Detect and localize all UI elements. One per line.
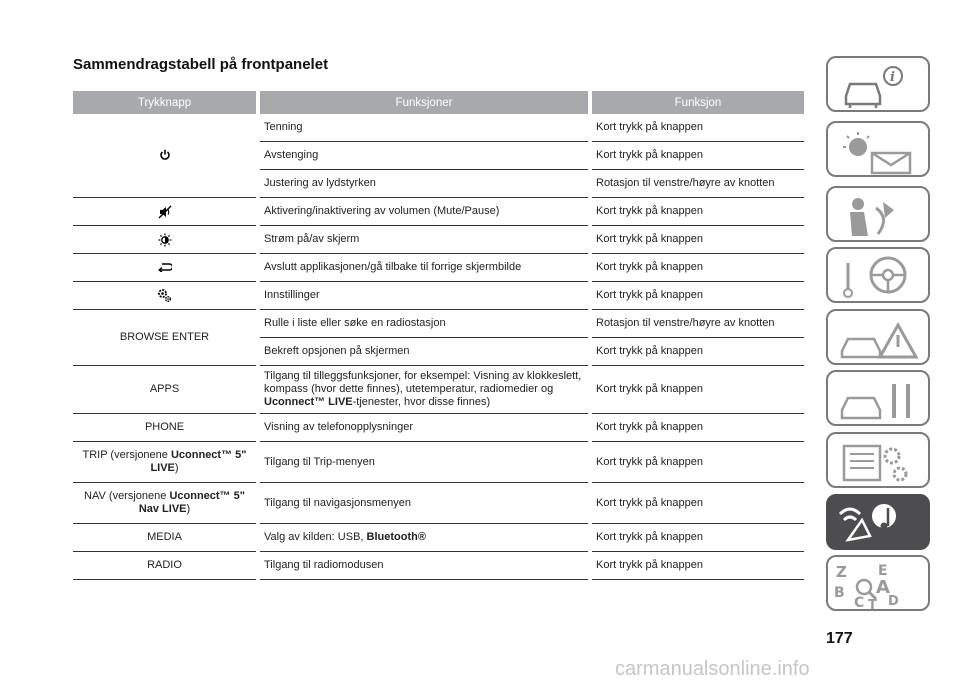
action-cell: Kort trykk på knappen <box>592 552 804 580</box>
tab-dashboard-info[interactable] <box>826 56 930 112</box>
power-icon <box>159 149 171 161</box>
watermark: carmanualsonline.info <box>615 658 810 680</box>
function-cell <box>260 524 588 552</box>
function-cell <box>260 366 588 414</box>
table-row <box>73 114 804 142</box>
button-cell-browse-enter: BROWSE ENTER <box>73 310 256 366</box>
button-cell-nav <box>73 483 256 524</box>
function-cell: Avstenging <box>260 142 588 170</box>
function-cell: Rulle i liste eller søke en radiostasjon <box>260 310 588 338</box>
mute-icon <box>158 205 172 219</box>
function-cell: Visning av telefonopplysninger <box>260 414 588 442</box>
chapter-tabs <box>826 0 960 683</box>
page-number: 177 <box>826 630 853 647</box>
index-letter: C <box>854 595 865 611</box>
tab-maintenance[interactable] <box>826 370 930 426</box>
tab-emergency[interactable] <box>826 309 930 365</box>
car-info-icon <box>828 58 932 114</box>
table-header-row <box>73 91 804 114</box>
tab-starting-driving[interactable] <box>826 247 930 303</box>
function-cell: Tenning <box>260 114 588 142</box>
tab-warning-lights[interactable] <box>826 121 930 177</box>
action-cell: Rotasjon til venstre/høyre av knotten <box>592 310 804 338</box>
table-row <box>73 366 804 414</box>
function-cell: Justering av lydstyrken <box>260 170 588 198</box>
button-text: ) <box>186 503 191 515</box>
index-letter: D <box>888 594 899 609</box>
tab-safety[interactable] <box>826 186 930 242</box>
svg-text:i: i <box>890 70 895 85</box>
index-letter: B <box>834 585 845 601</box>
action-cell: Kort trykk på knappen <box>592 366 804 414</box>
index-letter: T <box>868 598 877 613</box>
mute-button-cell <box>73 198 256 226</box>
function-text-bold: Uconnect™ LIVE <box>264 396 353 408</box>
action-cell: Rotasjon til venstre/høyre av knotten <box>592 170 804 198</box>
tab-technical-data[interactable] <box>826 432 930 488</box>
page-title: Sammendragstabell på frontpanelet <box>73 56 329 73</box>
back-button-cell <box>73 254 256 282</box>
screen-button-cell <box>73 226 256 254</box>
alphabet-index-icon <box>828 557 932 613</box>
table-row <box>73 198 804 226</box>
multimedia-icon <box>828 496 932 552</box>
screen-brightness-icon <box>158 233 172 247</box>
table-row <box>73 226 804 254</box>
action-cell: Kort trykk på knappen <box>592 442 804 483</box>
table-row <box>73 552 804 580</box>
table-row <box>73 442 804 483</box>
button-text-bold: Uconnect™ 5" LIVE <box>150 449 247 474</box>
action-cell: Kort trykk på knappen <box>592 254 804 282</box>
button-text: ) <box>174 462 179 474</box>
function-cell: Tilgang til navigasjonsmenyen <box>260 483 588 524</box>
power-button-cell <box>73 114 256 198</box>
action-cell: Kort trykk på knappen <box>592 114 804 142</box>
technical-data-icon <box>828 434 932 490</box>
function-text: Tilgang til tilleggsfunksjoner, for eksempel: Visning av klokkeslett, kompass (hvor dette finnes), utetemperatur, radiomedier og <box>264 370 582 395</box>
button-text-bold: Uconnect™ 5" Nav LIVE <box>138 490 245 515</box>
function-cell: Avslutt applikasjonen/gå tilbake til forrige skjermbilde <box>260 254 588 282</box>
function-cell: Tilgang til Trip-menyen <box>260 442 588 483</box>
button-cell-radio: RADIO <box>73 552 256 580</box>
action-cell: Kort trykk på knappen <box>592 524 804 552</box>
tab-multimedia[interactable] <box>826 494 930 550</box>
index-letter: E <box>878 563 888 579</box>
header-trykknapp: Trykknapp <box>73 91 256 114</box>
action-cell: Kort trykk på knappen <box>592 282 804 310</box>
button-cell-trip <box>73 442 256 483</box>
table-row <box>73 524 804 552</box>
emergency-icon <box>828 311 932 367</box>
function-text: -tjenester, hvor disse finnes) <box>352 396 491 408</box>
steering-wheel-icon <box>828 249 932 305</box>
index-letter: Z <box>836 563 847 581</box>
function-text-bold: Bluetooth® <box>366 531 426 543</box>
header-funksjon: Funksjon <box>592 91 804 114</box>
action-cell: Kort trykk på knappen <box>592 338 804 366</box>
button-cell-apps: APPS <box>73 366 256 414</box>
settings-button-cell <box>73 282 256 310</box>
settings-icon <box>157 288 172 303</box>
function-cell: Aktivering/inaktivering av volumen (Mute/Pause) <box>260 198 588 226</box>
button-cell-phone: PHONE <box>73 414 256 442</box>
action-cell: Kort trykk på knappen <box>592 142 804 170</box>
action-cell: Kort trykk på knappen <box>592 226 804 254</box>
table-row <box>73 414 804 442</box>
function-cell: Bekreft opsjonen på skjermen <box>260 338 588 366</box>
table-row <box>73 483 804 524</box>
header-funksjoner: Funksjoner <box>260 91 588 114</box>
action-cell: Kort trykk på knappen <box>592 414 804 442</box>
function-cell: Tilgang til radiomodusen <box>260 552 588 580</box>
maintenance-icon <box>828 372 932 428</box>
function-cell: Innstillinger <box>260 282 588 310</box>
tab-index[interactable] <box>826 555 930 611</box>
back-arrow-icon <box>158 262 172 272</box>
action-cell: Kort trykk på knappen <box>592 198 804 226</box>
button-cell-media: MEDIA <box>73 524 256 552</box>
button-text: TRIP (versjonene <box>82 449 171 461</box>
table-row <box>73 310 804 338</box>
action-cell: Kort trykk på knappen <box>592 483 804 524</box>
function-text: Valg av kilden: USB, <box>264 531 367 543</box>
warning-lights-icon <box>828 123 932 179</box>
index-letter: A <box>876 577 890 598</box>
summary-table <box>73 91 804 580</box>
function-cell: Strøm på/av skjerm <box>260 226 588 254</box>
table-row <box>73 282 804 310</box>
safety-icon <box>828 188 932 244</box>
table-row <box>73 254 804 282</box>
button-text: NAV (versjonene <box>84 490 170 502</box>
